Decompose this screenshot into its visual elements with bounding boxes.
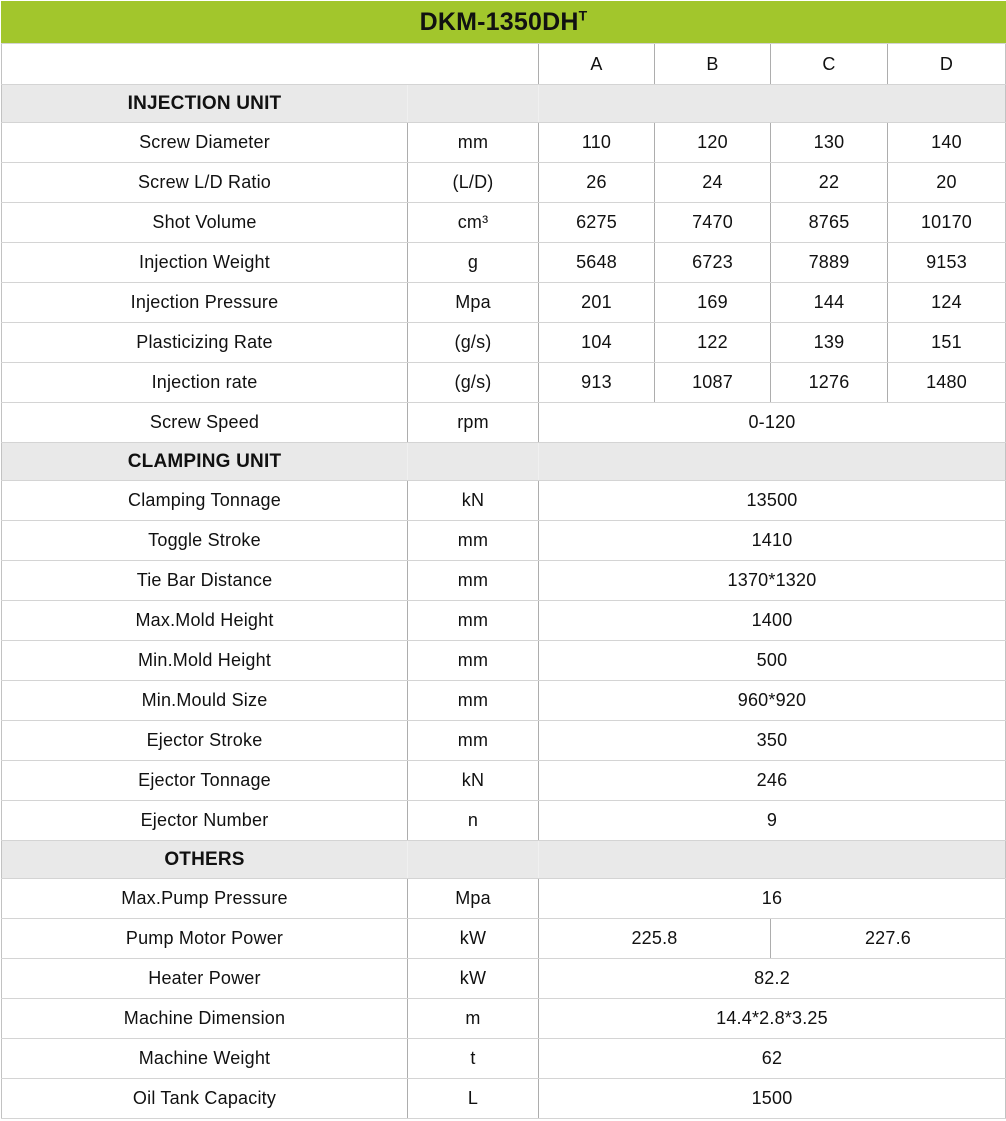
section-header-gap [408,85,539,123]
section-header-rest [539,85,1006,123]
param-value: 7470 [655,203,771,243]
param-unit: L [408,1079,539,1119]
section-header-rest [539,841,1006,879]
param-label: Max.Pump Pressure [2,879,408,919]
param-unit: mm [408,681,539,721]
param-unit: Mpa [408,283,539,323]
param-value: 140 [888,123,1006,163]
table-row [2,919,1006,959]
param-unit: mm [408,641,539,681]
column-header-row [2,44,1006,85]
section-header: OTHERS [2,841,408,879]
section-row [2,85,1006,123]
table-row [2,283,1006,323]
param-unit: Mpa [408,879,539,919]
param-value: 22 [771,163,888,203]
param-value: 110 [539,123,655,163]
table-row [2,203,1006,243]
param-value: 6723 [655,243,771,283]
param-unit: m [408,999,539,1039]
table-row [2,1079,1006,1119]
param-value: 500 [539,641,1006,681]
param-unit: (g/s) [408,323,539,363]
param-label: Screw L/D Ratio [2,163,408,203]
param-label: Max.Mold Height [2,601,408,641]
param-value: 104 [539,323,655,363]
param-label: Plasticizing Rate [2,323,408,363]
param-value: 1410 [539,521,1006,561]
table-row [2,1039,1006,1079]
param-value: 1480 [888,363,1006,403]
param-label: Screw Speed [2,403,408,443]
param-value: 7889 [771,243,888,283]
param-unit: mm [408,561,539,601]
table-row [2,481,1006,521]
param-label: Ejector Number [2,801,408,841]
table-row [2,163,1006,203]
param-label: Min.Mold Height [2,641,408,681]
column-header-blank [2,44,539,85]
section-header: CLAMPING UNIT [2,443,408,481]
section-row [2,443,1006,481]
table-row [2,601,1006,641]
param-value: 10170 [888,203,1006,243]
title-row [2,2,1006,44]
param-value: 0-120 [539,403,1006,443]
param-unit: cm³ [408,203,539,243]
table-row [2,761,1006,801]
param-value: 169 [655,283,771,323]
param-value: 26 [539,163,655,203]
param-value: 9 [539,801,1006,841]
param-value: 62 [539,1039,1006,1079]
table-row [2,403,1006,443]
section-row [2,841,1006,879]
param-label: Injection rate [2,363,408,403]
param-label: Shot Volume [2,203,408,243]
table-row [2,363,1006,403]
param-label: Machine Weight [2,1039,408,1079]
param-value: 8765 [771,203,888,243]
table-row [2,801,1006,841]
param-value: 246 [539,761,1006,801]
table-row [2,879,1006,919]
param-unit: kN [408,481,539,521]
param-value: 151 [888,323,1006,363]
param-label: Ejector Stroke [2,721,408,761]
param-label: Clamping Tonnage [2,481,408,521]
column-header-b: B [655,44,771,85]
column-header-a: A [539,44,655,85]
section-header-gap [408,841,539,879]
table-row [2,123,1006,163]
param-value: 82.2 [539,959,1006,999]
param-label: Pump Motor Power [2,919,408,959]
model-title-cell [2,2,1006,44]
table-row [2,243,1006,283]
section-header: INJECTION UNIT [2,85,408,123]
param-unit: n [408,801,539,841]
param-value: 227.6 [771,919,1006,959]
param-unit: kW [408,959,539,999]
param-value: 130 [771,123,888,163]
param-value: 122 [655,323,771,363]
param-value: 5648 [539,243,655,283]
param-unit: t [408,1039,539,1079]
table-row [2,681,1006,721]
param-label: Injection Weight [2,243,408,283]
param-value: 139 [771,323,888,363]
param-unit: (L/D) [408,163,539,203]
table-row [2,999,1006,1039]
param-unit: mm [408,601,539,641]
param-label: Min.Mould Size [2,681,408,721]
param-value: 960*920 [539,681,1006,721]
param-value: 1370*1320 [539,561,1006,601]
param-label: Toggle Stroke [2,521,408,561]
param-unit: mm [408,123,539,163]
param-value: 225.8 [539,919,771,959]
param-unit: mm [408,721,539,761]
param-value: 24 [655,163,771,203]
param-label: Oil Tank Capacity [2,1079,408,1119]
table-row [2,521,1006,561]
param-unit: mm [408,521,539,561]
param-value: 350 [539,721,1006,761]
param-label: Tie Bar Distance [2,561,408,601]
column-header-d: D [888,44,1006,85]
param-value: 120 [655,123,771,163]
param-label: Screw Diameter [2,123,408,163]
section-header-gap [408,443,539,481]
param-label: Machine Dimension [2,999,408,1039]
section-header-rest [539,443,1006,481]
table-row [2,323,1006,363]
param-label: Injection Pressure [2,283,408,323]
param-value: 16 [539,879,1006,919]
param-value: 201 [539,283,655,323]
param-value: 14.4*2.8*3.25 [539,999,1006,1039]
model-title: DKM-1350DH [419,8,579,36]
param-label: Ejector Tonnage [2,761,408,801]
param-value: 1087 [655,363,771,403]
param-unit: kN [408,761,539,801]
param-value: 9153 [888,243,1006,283]
table-row [2,959,1006,999]
param-unit: g [408,243,539,283]
model-title-superscript: T [578,7,588,24]
param-value: 144 [771,283,888,323]
param-value: 20 [888,163,1006,203]
table-row [2,561,1006,601]
table-row [2,641,1006,681]
param-unit: rpm [408,403,539,443]
param-unit: kW [408,919,539,959]
param-value: 13500 [539,481,1006,521]
param-value: 124 [888,283,1006,323]
param-value: 1276 [771,363,888,403]
param-label: Heater Power [2,959,408,999]
param-unit: (g/s) [408,363,539,403]
table-row [2,721,1006,761]
param-value: 913 [539,363,655,403]
param-value: 1500 [539,1079,1006,1119]
spec-table [1,1,1006,1119]
column-header-c: C [771,44,888,85]
param-value: 6275 [539,203,655,243]
param-value: 1400 [539,601,1006,641]
